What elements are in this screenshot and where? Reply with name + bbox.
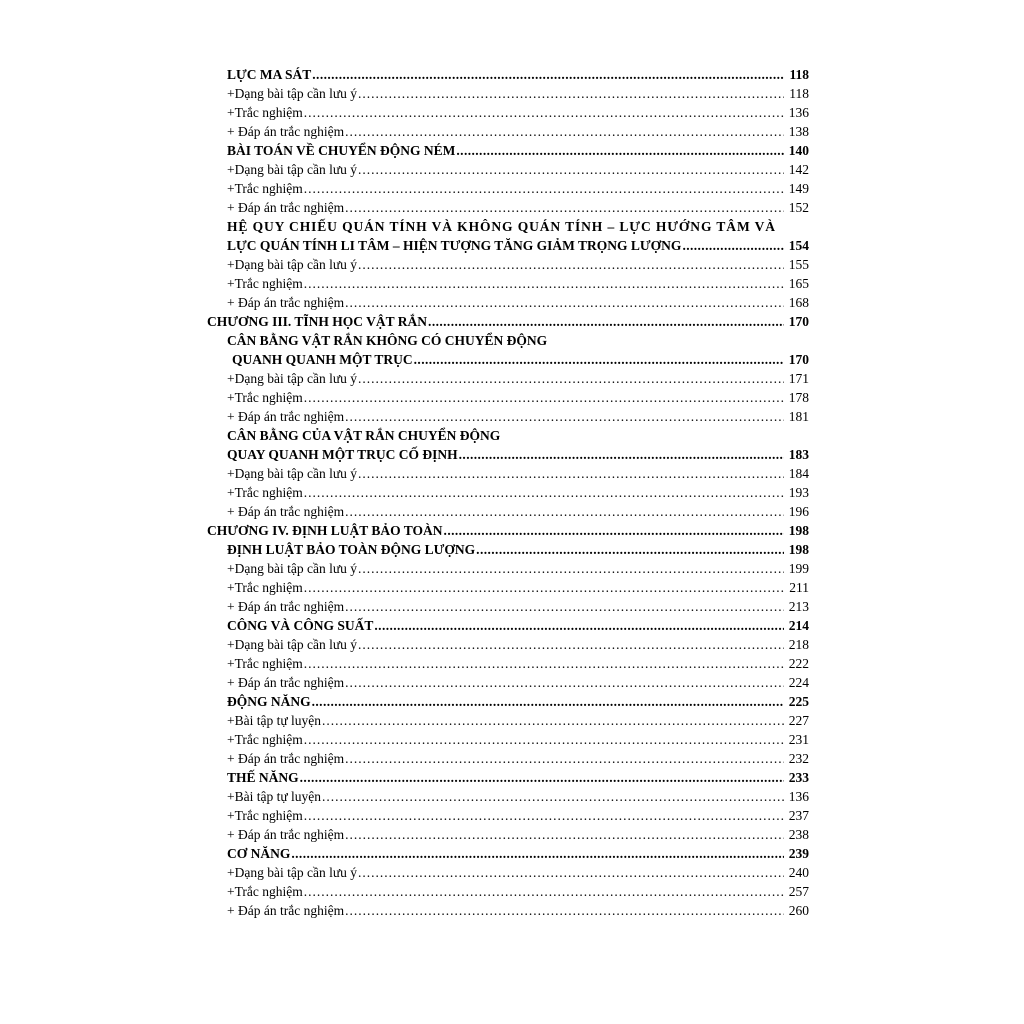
toc-subsection-row (207, 711, 809, 730)
toc-page-number: 198 (788, 523, 809, 538)
toc-entry-title: QUAY QUANH MỘT TRỤC CỐ ĐỊNH (227, 447, 458, 462)
toc-page-number: 214 (788, 618, 809, 633)
toc-dot-leader (358, 255, 784, 274)
toc-section-row (207, 236, 809, 255)
toc-section-row (207, 65, 809, 84)
toc-entry-title: +Dạng bài tập cần lưu ý (227, 86, 358, 101)
toc-page-number: 224 (788, 675, 809, 690)
toc-entry-title: + Đáp án trắc nghiệm (227, 409, 345, 424)
toc-section-row (207, 426, 809, 445)
toc-dot-leader (358, 369, 784, 388)
toc-dot-leader (304, 388, 784, 407)
toc-page-number: 211 (789, 580, 809, 595)
toc-entry-title: +Dạng bài tập cần lưu ý (227, 865, 358, 880)
toc-dot-leader (304, 730, 784, 749)
toc-dot-leader (345, 749, 784, 768)
toc-dot-leader (456, 141, 784, 160)
toc-dot-leader (304, 103, 784, 122)
toc-subsection-row (207, 673, 809, 692)
toc-dot-leader (291, 844, 784, 863)
toc-page-number: 257 (788, 884, 809, 899)
toc-entry-title: THẾ NĂNG (227, 770, 299, 785)
toc-entry-title: +Trắc nghiệm (227, 884, 303, 899)
toc-subsection-row (207, 293, 809, 312)
toc-page-number: 218 (788, 637, 809, 652)
toc-subsection-row (207, 559, 809, 578)
toc-page-number: 168 (788, 295, 809, 310)
toc-entry-title: CHƯƠNG IV. ĐỊNH LUẬT BẢO TOÀN (207, 523, 443, 538)
toc-entry-title: + Đáp án trắc nghiệm (227, 200, 345, 215)
toc-entry-title: +Bài tập tự luyện (227, 713, 322, 728)
toc-section-row (207, 350, 809, 369)
toc-entry-title: + Đáp án trắc nghiệm (227, 675, 345, 690)
toc-section-row (207, 692, 809, 711)
toc-subsection-row (207, 901, 809, 920)
toc-dot-leader (358, 635, 784, 654)
toc-section-row (207, 331, 809, 350)
toc-subsection-row (207, 635, 809, 654)
toc-dot-leader (345, 293, 784, 312)
toc-dot-leader (304, 882, 784, 901)
toc-section-row (207, 540, 809, 559)
toc-dot-leader (345, 597, 784, 616)
toc-subsection-row (207, 274, 809, 293)
toc-dot-leader (345, 673, 784, 692)
toc-page-number: 196 (788, 504, 809, 519)
toc-entry-title: +Dạng bài tập cần lưu ý (227, 637, 358, 652)
toc-dot-leader (374, 616, 784, 635)
toc-section-row (207, 616, 809, 635)
toc-subsection-row (207, 407, 809, 426)
toc-entry-title: CÂN BẰNG VẬT RẮN KHÔNG CÓ CHUYỂN ĐỘNG (227, 333, 548, 348)
toc-page-number: 138 (788, 124, 809, 139)
toc-subsection-row (207, 483, 809, 502)
toc-subsection-row (207, 882, 809, 901)
toc-entry-title: ĐỊNH LUẬT BẢO TOÀN ĐỘNG LƯỢNG (227, 542, 476, 557)
toc-entry-title: QUANH QUANH MỘT TRỤC (232, 352, 413, 367)
toc-page-number: 136 (788, 789, 809, 804)
toc-subsection-row (207, 825, 809, 844)
toc-dot-leader (428, 312, 784, 331)
toc-dot-leader (358, 559, 784, 578)
toc-dot-leader (304, 654, 784, 673)
toc-dot-leader (358, 84, 784, 103)
toc-entry-title: HỆ QUY CHIẾU QUÁN TÍNH VÀ KHÔNG QUÁN TÍNH – LỰC HƯỚNG TÂM VÀ (227, 219, 776, 234)
toc-dot-leader (358, 863, 784, 882)
toc-page-number: 231 (788, 732, 809, 747)
toc-dot-leader (322, 711, 784, 730)
toc-entry-title: + Đáp án trắc nghiệm (227, 827, 345, 842)
toc-entry-title: +Trắc nghiệm (227, 276, 303, 291)
toc-dot-leader (345, 198, 784, 217)
toc-page-number: 238 (788, 827, 809, 842)
toc-page-number: 222 (788, 656, 809, 671)
toc-subsection-row (207, 654, 809, 673)
toc-entry-title: +Trắc nghiệm (227, 808, 303, 823)
toc-entry-title: +Dạng bài tập cần lưu ý (227, 257, 358, 272)
toc-dot-leader (304, 179, 784, 198)
toc-section-row (207, 844, 809, 863)
toc-dot-leader (312, 65, 784, 84)
toc-subsection-row (207, 198, 809, 217)
toc-page-number: 154 (788, 238, 809, 253)
toc-subsection-row (207, 578, 809, 597)
toc-subsection-row (207, 749, 809, 768)
toc-chapter-row (207, 312, 809, 331)
toc-entry-title: +Dạng bài tập cần lưu ý (227, 466, 358, 481)
toc-entry-title: +Trắc nghiệm (227, 390, 303, 405)
toc-section-row (207, 141, 809, 160)
toc-subsection-row (207, 160, 809, 179)
toc-subsection-row (207, 388, 809, 407)
toc-dot-leader (459, 445, 784, 464)
toc-subsection-row (207, 787, 809, 806)
toc-page-number: 240 (788, 865, 809, 880)
toc-chapter-row (207, 521, 809, 540)
toc-entry-title: + Đáp án trắc nghiệm (227, 124, 345, 139)
toc-page-number: 170 (788, 314, 809, 329)
toc-entry-title: +Dạng bài tập cần lưu ý (227, 371, 358, 386)
toc-page-number: 149 (788, 181, 809, 196)
toc-dot-leader (312, 692, 784, 711)
toc-dot-leader (345, 122, 784, 141)
toc-dot-leader (414, 350, 784, 369)
toc-page-number: 193 (788, 485, 809, 500)
toc-subsection-row (207, 369, 809, 388)
toc-subsection-row (207, 103, 809, 122)
toc-dot-leader (345, 825, 784, 844)
toc-dot-leader (304, 483, 784, 502)
toc-subsection-row (207, 464, 809, 483)
toc-entry-title: + Đáp án trắc nghiệm (227, 504, 345, 519)
toc-page-number: 184 (788, 466, 809, 481)
toc-subsection-row (207, 863, 809, 882)
toc-dot-leader (304, 806, 784, 825)
toc-subsection-row (207, 806, 809, 825)
toc-page-number: 142 (788, 162, 809, 177)
toc-dot-leader (304, 274, 784, 293)
toc-page-number: 155 (788, 257, 809, 272)
toc-dot-leader (322, 787, 784, 806)
toc-entry-title: CÂN BẰNG CỦA VẬT RẮN CHUYỂN ĐỘNG (227, 428, 501, 443)
toc-page-number: 225 (788, 694, 809, 709)
toc-page-number: 171 (788, 371, 809, 386)
toc-page-number: 213 (788, 599, 809, 614)
table-of-contents (207, 65, 809, 920)
toc-entry-title: LỰC MA SÁT (227, 67, 312, 82)
toc-dot-leader (345, 502, 784, 521)
toc-page-number: 165 (788, 276, 809, 291)
toc-page-number: 118 (789, 86, 809, 101)
toc-entry-title: CƠ NĂNG (227, 846, 291, 861)
toc-page-number: 239 (788, 846, 809, 861)
toc-page-number: 118 (789, 67, 809, 82)
toc-page-number: 227 (788, 713, 809, 728)
toc-subsection-row (207, 730, 809, 749)
toc-entry-title: CÔNG VÀ CÔNG SUẤT (227, 618, 374, 633)
toc-entry-title: +Trắc nghiệm (227, 485, 303, 500)
toc-entry-title: CHƯƠNG III. TĨNH HỌC VẬT RẮN (207, 314, 428, 329)
toc-entry-title: + Đáp án trắc nghiệm (227, 295, 345, 310)
toc-section-row (207, 217, 809, 236)
toc-dot-leader (444, 521, 784, 540)
toc-page-number: 260 (788, 903, 809, 918)
toc-page-number: 178 (788, 390, 809, 405)
toc-entry-title: + Đáp án trắc nghiệm (227, 599, 345, 614)
toc-dot-leader (358, 464, 784, 483)
toc-dot-leader (300, 768, 784, 787)
toc-page-number: 198 (788, 542, 809, 557)
toc-entry-title: ĐỘNG NĂNG (227, 694, 311, 709)
toc-section-row (207, 445, 809, 464)
toc-entry-title: +Trắc nghiệm (227, 580, 303, 595)
toc-page-number: 152 (788, 200, 809, 215)
toc-entry-title: +Dạng bài tập cần lưu ý (227, 162, 358, 177)
toc-subsection-row (207, 255, 809, 274)
toc-page-number: 233 (788, 770, 809, 785)
toc-page-number: 237 (788, 808, 809, 823)
toc-entry-title: +Trắc nghiệm (227, 181, 303, 196)
toc-dot-leader (345, 407, 784, 426)
toc-dot-leader (304, 578, 784, 597)
toc-subsection-row (207, 122, 809, 141)
toc-subsection-row (207, 502, 809, 521)
toc-entry-title: +Dạng bài tập cần lưu ý (227, 561, 358, 576)
toc-entry-title: + Đáp án trắc nghiệm (227, 751, 345, 766)
toc-entry-title: +Trắc nghiệm (227, 105, 303, 120)
toc-entry-title: +Trắc nghiệm (227, 732, 303, 747)
toc-page-number: 199 (788, 561, 809, 576)
toc-entry-title: +Bài tập tự luyện (227, 789, 322, 804)
toc-dot-leader (476, 540, 784, 559)
toc-dot-leader (682, 236, 784, 255)
toc-page-number: 232 (788, 751, 809, 766)
toc-page-number: 136 (788, 105, 809, 120)
toc-section-row (207, 768, 809, 787)
toc-page-number: 181 (788, 409, 809, 424)
toc-entry-title: + Đáp án trắc nghiệm (227, 903, 345, 918)
toc-page-number: 183 (788, 447, 809, 462)
toc-entry-title: LỰC QUÁN TÍNH LI TÂM – HIỆN TƯỢNG TĂNG GIẢM TRỌNG LƯỢNG (227, 238, 682, 253)
toc-page-number: 140 (788, 143, 809, 158)
toc-dot-leader (358, 160, 784, 179)
toc-dot-leader (345, 901, 784, 920)
toc-subsection-row (207, 84, 809, 103)
toc-subsection-row (207, 597, 809, 616)
toc-subsection-row (207, 179, 809, 198)
toc-entry-title: +Trắc nghiệm (227, 656, 303, 671)
toc-entry-title: BÀI TOÁN VỀ CHUYỂN ĐỘNG NÉM (227, 143, 456, 158)
toc-page-number: 170 (788, 352, 809, 367)
